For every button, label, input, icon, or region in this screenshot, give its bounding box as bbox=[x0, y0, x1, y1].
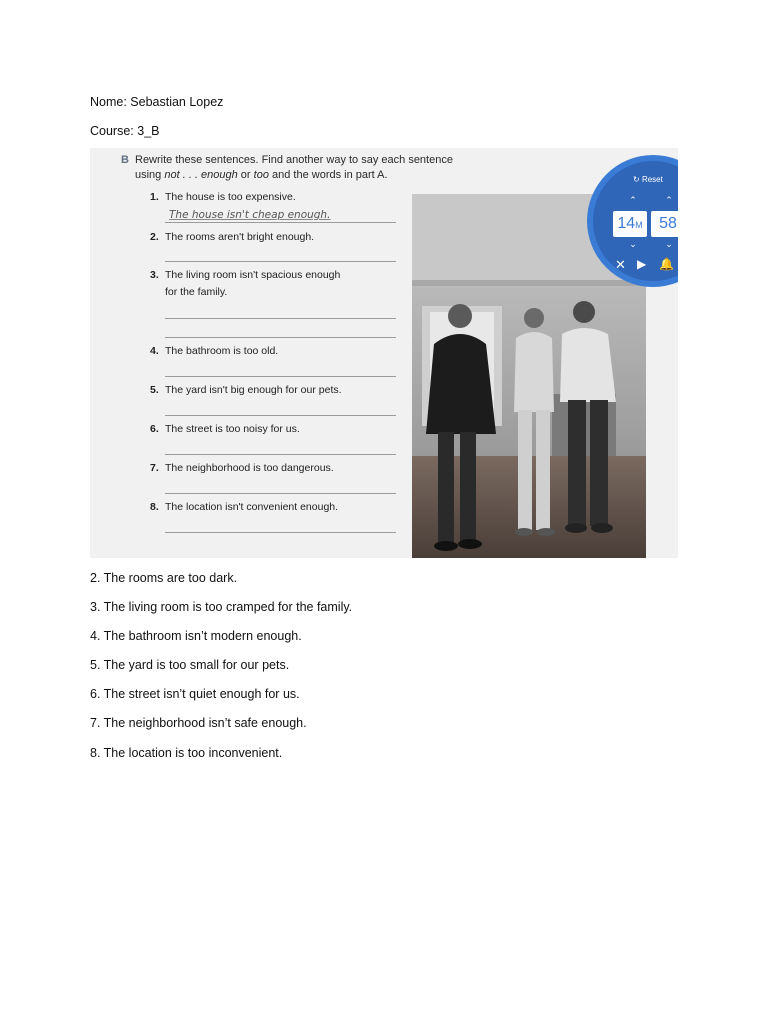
close-button[interactable] bbox=[615, 257, 626, 273]
exercise-item-5: 5. The yard isn't big enough for our pets. bbox=[150, 384, 342, 396]
exercise-item-6: 6. The street is too noisy for us. bbox=[150, 423, 300, 435]
play-button[interactable] bbox=[637, 257, 646, 271]
exercise-image bbox=[90, 148, 678, 558]
reset-icon: ↻ bbox=[633, 175, 640, 184]
answer-line bbox=[165, 376, 396, 377]
answer-4: 4. The bathroom isn’t modern enough. bbox=[90, 629, 302, 643]
minutes-display[interactable]: 14M bbox=[613, 211, 647, 237]
answer-line bbox=[165, 261, 396, 262]
seconds-down-button[interactable] bbox=[657, 239, 678, 250]
exercise-item-4: 4. The bathroom is too old. bbox=[150, 345, 279, 357]
minutes-down-button[interactable] bbox=[621, 239, 645, 250]
answer-line bbox=[165, 454, 396, 455]
timer-widget[interactable] bbox=[585, 153, 678, 287]
instruction-line-2: using not . . . enough or too and the words in part A. bbox=[135, 169, 388, 181]
reset-button[interactable]: ↻ Reset bbox=[633, 175, 663, 184]
answer-7: 7. The neighborhood isn’t safe enough. bbox=[90, 716, 307, 730]
section-letter: B bbox=[121, 154, 129, 166]
student-name: Nome: Sebastian Lopez bbox=[90, 95, 224, 109]
course-line: Course: 3_B bbox=[90, 124, 160, 138]
answer-line bbox=[165, 493, 396, 494]
answer-line bbox=[165, 415, 396, 416]
answer-line bbox=[165, 318, 396, 319]
minutes-up-button[interactable] bbox=[621, 195, 645, 206]
exercise-item-3: 3. The living room isn't spacious enough for the family. bbox=[150, 269, 341, 298]
seconds-up-button[interactable] bbox=[657, 195, 678, 206]
seconds-display[interactable]: 58 bbox=[651, 211, 678, 237]
answer-6: 6. The street isn’t quiet enough for us. bbox=[90, 687, 300, 701]
play-icon: ▶ bbox=[637, 257, 647, 271]
bell-button[interactable] bbox=[659, 257, 674, 271]
answer-line bbox=[165, 337, 396, 338]
exercise-item-7: 7. The neighborhood is too dangerous. bbox=[150, 462, 334, 474]
down-arrow-icon: ⌄ bbox=[629, 239, 637, 249]
answer-2: 2. The rooms are too dark. bbox=[90, 571, 238, 585]
answer-line bbox=[165, 532, 396, 533]
up-arrow-icon: ⌃ bbox=[665, 195, 673, 205]
example-answer: The house isn't cheap enough. bbox=[169, 209, 331, 221]
exercise-item-2: 2. The rooms aren't bright enough. bbox=[150, 231, 315, 243]
down-arrow-icon: ⌄ bbox=[665, 239, 673, 249]
up-arrow-icon: ⌃ bbox=[629, 195, 637, 205]
answer-line bbox=[165, 222, 396, 223]
answer-5: 5. The yard is too small for our pets. bbox=[90, 658, 290, 672]
close-icon: ✕ bbox=[615, 257, 626, 272]
exercise-item-8: 8. The location isn't convenient enough. bbox=[150, 501, 339, 513]
exercise-instructions bbox=[121, 153, 495, 183]
answer-8: 8. The location is too inconvenient. bbox=[90, 746, 283, 760]
exercise-item-1: 1. The house is too expensive. bbox=[150, 191, 296, 203]
bell-icon: 🔔 bbox=[659, 257, 674, 271]
answer-3: 3. The living room is too cramped for the family. bbox=[90, 600, 353, 614]
instruction-line-1: Rewrite these sentences. Find another way to say each sentence bbox=[135, 154, 453, 166]
